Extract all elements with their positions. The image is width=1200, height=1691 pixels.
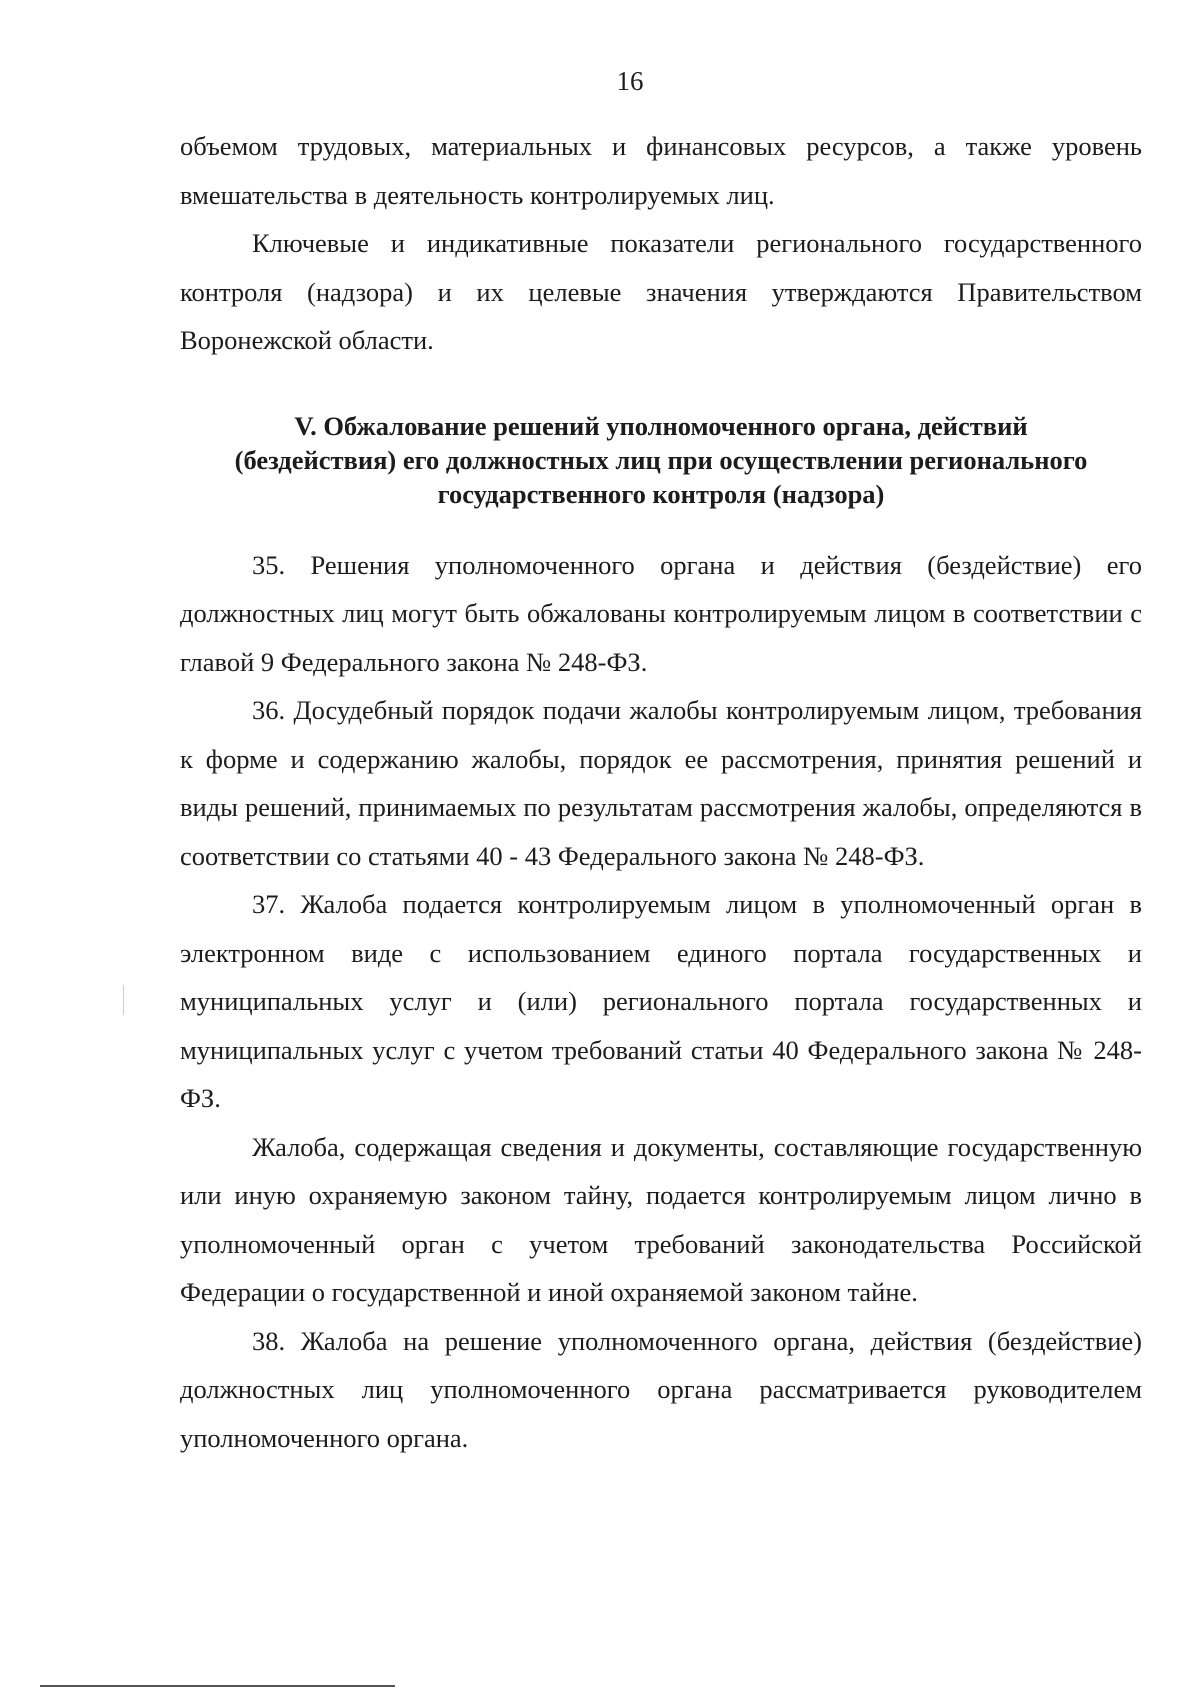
section-heading-line-3: государственного контроля (надзора) — [437, 478, 885, 509]
footer-rule — [40, 1685, 395, 1687]
paragraph-38: 38. Жалоба на решение уполномоченного органа, действия (бездействие) должностных лиц уполномоченного органа рассматривается руководителем уполномоченного органа. — [180, 1325, 1142, 1453]
paragraph-key-indicators: Ключевые и индикативные показатели регионального государственного контроля (надзора) и их целевые значения утверждаются Правительством Воронежской области. — [180, 228, 1142, 355]
scan-margin-mark — [123, 985, 124, 1015]
document-body — [180, 122, 1142, 1462]
paragraph-35: 35. Решения уполномоченного органа и действия (бездействие) его должностных лиц могут быть обжалованы контролируемым лицом в соответствии с главой 9 Федерального закона № 248-ФЗ. — [180, 549, 1142, 677]
section-heading-line-1: V. Обжалование решений уполномоченного органа, действий — [294, 410, 1028, 441]
section-heading-line-2: (бездействия) его должностных лиц при осуществлении регионального — [234, 444, 1088, 475]
section-heading — [180, 409, 1142, 511]
paragraph-36: 36. Досудебный порядок подачи жалобы контролируемым лицом, требования к форме и содержанию жалобы, порядок ее рассмотрения, принятия решений и виды решений, принимаемых по результатам рассмотрения жалобы, определяются в соответствии со статьями 40 - 43 Федерального закона № 248-ФЗ. — [180, 695, 1142, 871]
paragraph-continuation: объемом трудовых, материальных и финансовых ресурсов, а также уровень вмешательства в деятельность контролируемых лиц. — [180, 131, 1142, 210]
page-number: 16 — [616, 66, 644, 96]
paragraph-37: 37. Жалоба подается контролируемым лицом в уполномоченный орган в электронном виде с использованием единого портала государственных и муниципальных услуг и (или) регионального портала государственных и муниципальных услуг с учетом требований статьи 40 Федерального закона № 248-ФЗ. — [180, 889, 1142, 1113]
paragraph-37-secret: Жалоба, содержащая сведения и документы, составляющие государственную или иную охраняемую законом тайну, подается контролируемым лицом лично в уполномоченный орган с учетом требований законодательства Российской Федерации о государственной и иной охраняемой законом тайне. — [180, 1131, 1142, 1307]
